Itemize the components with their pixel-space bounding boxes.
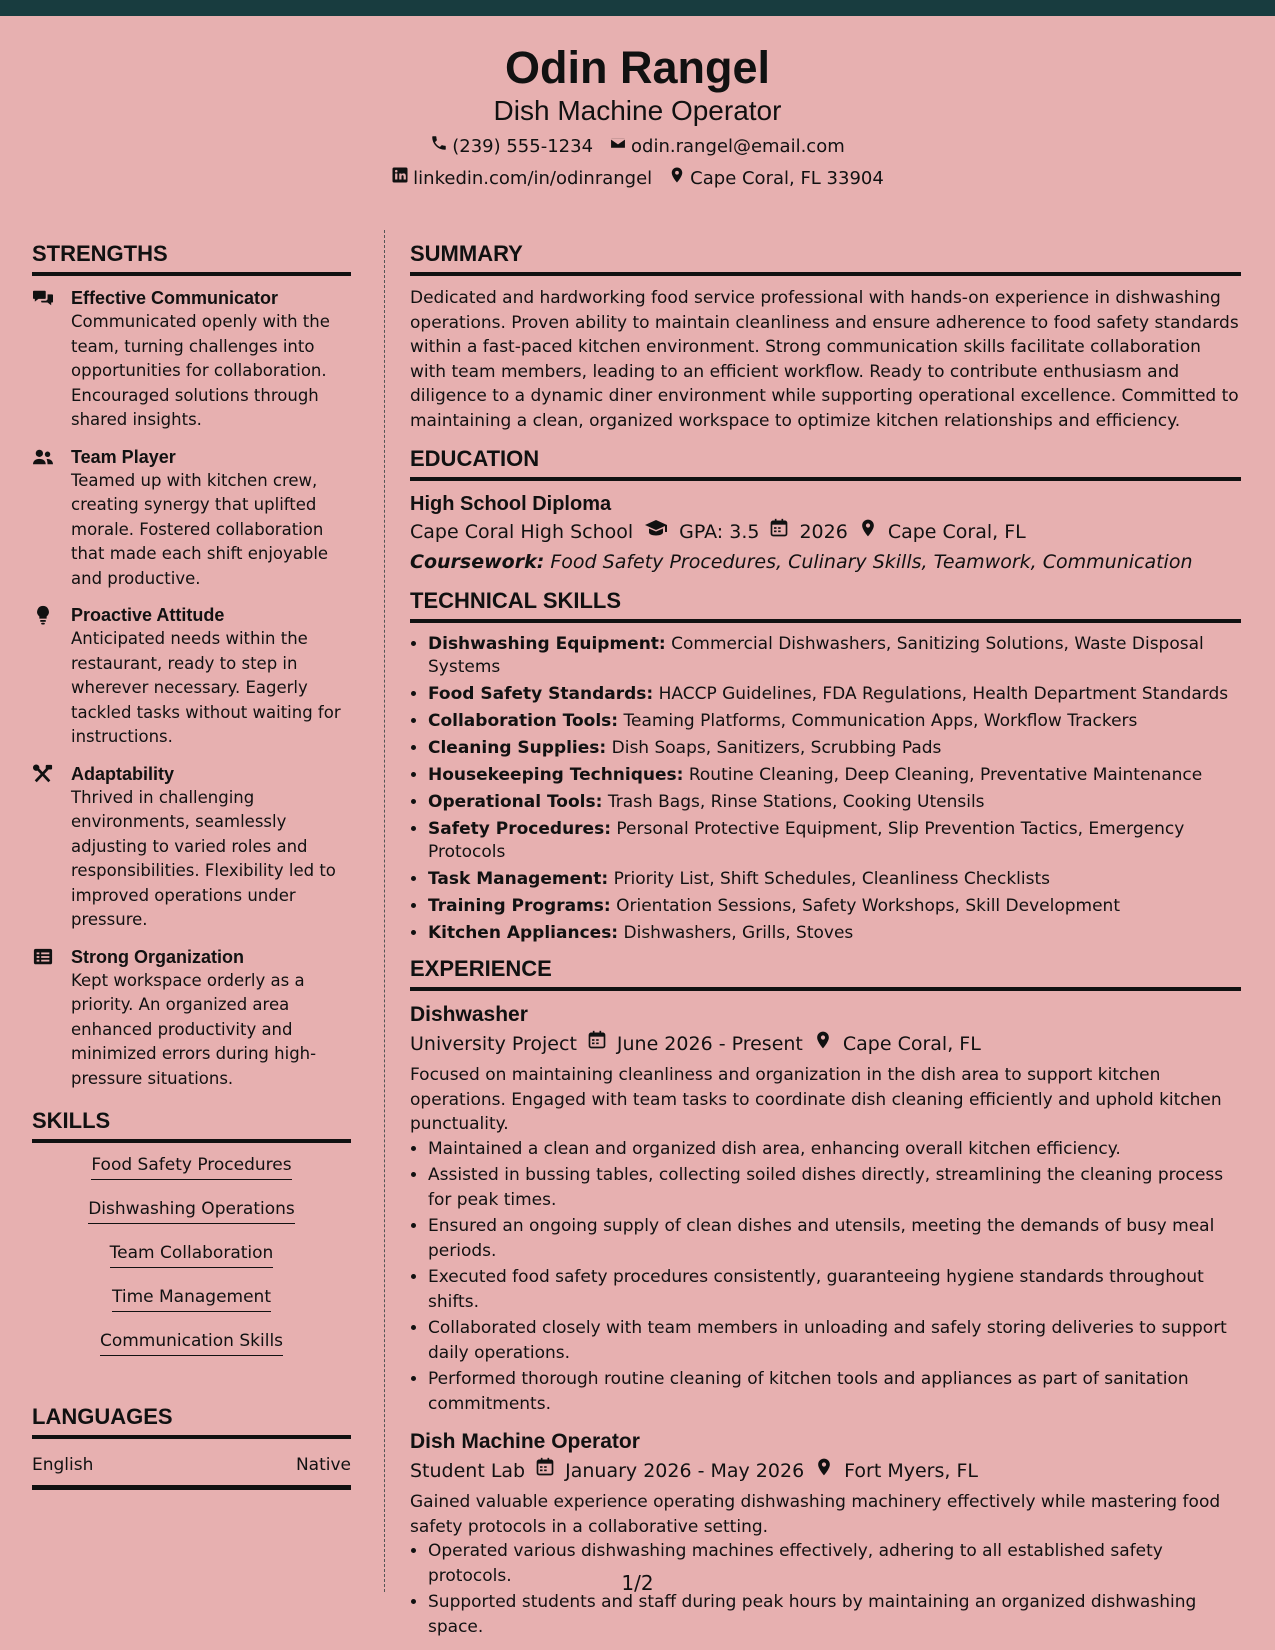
list-item: • Supported students and staff during peak hours by maintaining an organized dishwashing space. — [428, 1590, 1241, 1639]
list-item: • Operated various dishwashing machines effectively, adhering to all established safety protocols. — [428, 1539, 1241, 1588]
skill-tag: Dishwashing Operations — [88, 1197, 295, 1224]
languages-heading: LANGUAGES — [32, 1403, 351, 1439]
calendar-icon — [769, 517, 789, 547]
summary-heading: SUMMARY — [410, 240, 1241, 276]
coursework — [410, 547, 1241, 577]
skill-tag: Time Management — [112, 1285, 271, 1312]
location-contact — [668, 166, 884, 191]
strength-title: Proactive Attitude — [71, 605, 225, 625]
list-item — [428, 633, 1241, 679]
linkedin-text[interactable]: linkedin.com/in/odinrangel — [413, 167, 653, 189]
list-item: • Ensured an ongoing supply of clean dishes and utensils, meeting the demands of busy meal periods. — [428, 1214, 1241, 1263]
job-dates: June 2026 - Present — [616, 1033, 803, 1055]
strengths-heading: STRENGTHS — [32, 240, 351, 276]
tech-skill-value: Commercial Dishwashers, Sanitizing Solutions, Waste Disposal Systems — [428, 634, 1204, 677]
lightbulb-icon — [32, 605, 54, 625]
candidate-title: Dish Machine Operator — [493, 95, 782, 126]
comments-icon — [32, 288, 54, 308]
tech-skill-label: Operational Tools: — [428, 792, 603, 812]
strength-title: Adaptability — [71, 763, 175, 784]
list-item — [428, 791, 1241, 814]
tech-skill-value: Orientation Sessions, Safety Workshops, Skill Development — [616, 896, 1120, 916]
linkedin-icon — [391, 166, 409, 191]
strength-title: Strong Organization — [71, 946, 244, 967]
tech-skill-label: Food Safety Standards: — [428, 684, 654, 704]
skill-list — [32, 1153, 351, 1373]
list-item: • Assisted in bussing tables, collecting soiled dishes directly, streamlining the cleaning process for peak times. — [428, 1163, 1241, 1212]
strength-title: Team Player — [71, 446, 176, 467]
job-org: University Project — [410, 1033, 577, 1055]
education-meta — [410, 517, 1241, 547]
tech-skill-label: Cleaning Supplies: — [428, 738, 607, 758]
job-description: Focused on maintaining cleanliness and organization in the dish area to support kitchen operations. Engaged with team tasks to coordinate dish cleaning efficiently and uphold kitchen punctuality. — [410, 1065, 1222, 1134]
strength-desc: Thrived in challenging environments, seamlessly adjusting to varied roles and responsibilities. Flexibility led to improved operations under pressure. — [71, 787, 336, 929]
phone-icon — [430, 134, 448, 159]
email-text[interactable]: odin.rangel@email.com — [631, 135, 845, 157]
strength-item — [32, 945, 351, 1092]
job-title: Dishwasher — [410, 1003, 528, 1026]
coursework-text: Food Safety Procedures, Culinary Skills, Teamwork, Communication — [550, 551, 1193, 573]
list-item — [428, 737, 1241, 760]
education-year: 2026 — [799, 521, 848, 543]
coursework-label: Coursework: — [410, 551, 545, 573]
technical-skills-list — [410, 633, 1241, 945]
tech-skill-label: Training Programs: — [428, 896, 611, 916]
map-pin-icon — [813, 1029, 833, 1059]
map-pin-icon — [814, 1456, 834, 1486]
location-text: Cape Coral, FL 33904 — [690, 167, 884, 189]
resume-header — [0, 16, 1275, 204]
job-meta — [410, 1029, 1241, 1059]
strength-desc: Kept workspace orderly as a priority. An organized area enhanced productivity and minimized errors during high-pressure situations. — [71, 970, 317, 1088]
job-location: Cape Coral, FL — [842, 1033, 981, 1055]
strength-item — [32, 286, 351, 433]
list-item: • Maintained a clean and organized dish area, enhancing overall kitchen efficiency. — [428, 1137, 1241, 1162]
school-name: Cape Coral High School — [410, 521, 634, 543]
tech-skill-value: Personal Protective Equipment, Slip Prevention Tactics, Emergency Protocols — [428, 819, 1185, 862]
skills-heading: SKILLS — [32, 1107, 351, 1143]
experience-entry — [410, 1428, 1241, 1639]
contact-row-secondary — [0, 166, 1275, 191]
list-item — [428, 710, 1241, 733]
right-column — [410, 240, 1241, 1650]
list-item: • Performed thorough routine cleaning of kitchen tools and appliances as part of sanitation commitments. — [428, 1367, 1241, 1416]
tools-icon — [32, 764, 54, 784]
list-item — [428, 922, 1241, 945]
left-column — [32, 240, 351, 1490]
summary-text: Dedicated and hardworking food service professional with hands-on experience in dishwashing operations. Proven ability to maintain cleanliness and ensure adherence to food safety standards within a fast-paced kitchen environment. Strong communication skills facilitate collaboration with team members, leading to an efficient workflow. Ready to contribute enthusiasm and diligence to a dynamic diner environment while supporting operational excellence. Committed to maintaining a clean, organized workspace to optimize kitchen relationships and efficiency. — [410, 288, 1239, 431]
strength-item — [32, 603, 351, 750]
calendar-icon — [535, 1456, 555, 1486]
strength-title: Effective Communicator — [71, 288, 279, 308]
experience-entry — [410, 1001, 1241, 1416]
list-item: • Collaborated closely with team members in unloading and safely storing deliveries to support daily operations. — [428, 1316, 1241, 1365]
envelope-icon — [609, 134, 627, 159]
graduation-cap-icon — [643, 517, 669, 547]
skills-section — [32, 1107, 351, 1373]
strength-desc: Communicated openly with the team, turning challenges into opportunities for collaboration. Encouraged solutions through shared insights. — [71, 312, 330, 429]
phone-contact — [430, 134, 593, 159]
job-bullets — [410, 1137, 1241, 1417]
tech-skill-value: HACCP Guidelines, FDA Regulations, Health Department Standards — [658, 684, 1229, 704]
language-level: Native — [295, 1455, 351, 1475]
language-row — [32, 1449, 351, 1490]
tech-skill-value: Dishwashers, Grills, Stoves — [623, 923, 854, 943]
list-item — [428, 868, 1241, 891]
experience-heading: EXPERIENCE — [410, 955, 1241, 991]
map-pin-icon — [858, 517, 878, 547]
education-location: Cape Coral, FL — [887, 521, 1026, 543]
language-name: English — [32, 1455, 94, 1475]
tech-skill-label: Dishwashing Equipment: — [428, 634, 666, 654]
education-heading: EDUCATION — [410, 445, 1241, 481]
tech-skill-label: Collaboration Tools: — [428, 711, 619, 731]
list-icon — [32, 947, 54, 967]
strength-desc: Anticipated needs within the restaurant, ready to step in wherever necessary. Eagerly tackled tasks without waiting for instructions. — [71, 629, 341, 746]
skill-tag: Food Safety Procedures — [91, 1153, 291, 1180]
job-title: Dish Machine Operator — [410, 1430, 640, 1453]
candidate-name: Odin Rangel — [504, 42, 770, 93]
list-item — [428, 764, 1241, 787]
job-dates: January 2026 - May 2026 — [565, 1460, 805, 1482]
users-icon — [32, 447, 54, 467]
list-item — [428, 818, 1241, 864]
tech-skill-value: Trash Bags, Rinse Stations, Cooking Utensils — [607, 792, 985, 812]
strength-desc: Teamed up with kitchen crew, creating synergy that uplifted morale. Fostered collaboration that made each shift enjoyable and productive. — [71, 470, 329, 588]
map-pin-icon — [668, 166, 686, 191]
skill-tag: Communication Skills — [100, 1329, 283, 1356]
tech-skill-value: Dish Soaps, Sanitizers, Scrubbing Pads — [611, 738, 942, 758]
phone-text: (239) 555-1234 — [452, 135, 594, 157]
job-description: Gained valuable experience operating dishwashing machinery effectively while mastering food safety protocols in a collaborative setting. — [410, 1492, 1221, 1537]
linkedin-contact[interactable] — [391, 166, 652, 191]
tech-skill-label: Safety Procedures: — [428, 819, 611, 839]
list-item — [428, 895, 1241, 918]
page-number: 1/2 — [621, 1571, 654, 1595]
job-location: Fort Myers, FL — [844, 1460, 978, 1482]
email-contact[interactable] — [609, 134, 845, 159]
technical-skills-heading: TECHNICAL SKILLS — [410, 587, 1241, 623]
tech-skill-label: Task Management: — [428, 869, 609, 889]
tech-skill-value: Routine Cleaning, Deep Cleaning, Preventative Maintenance — [688, 765, 1203, 785]
calendar-icon — [587, 1029, 607, 1059]
column-divider — [384, 230, 385, 1592]
tech-skill-label: Housekeeping Techniques: — [428, 765, 684, 785]
job-meta — [410, 1456, 1241, 1486]
skill-tag: Team Collaboration — [110, 1241, 274, 1268]
top-bar — [0, 0, 1275, 16]
contact-row-primary — [0, 134, 1275, 159]
tech-skill-label: Kitchen Appliances: — [428, 923, 619, 943]
strength-item — [32, 445, 351, 592]
education-degree: High School Diploma — [410, 493, 612, 515]
job-org: Student Lab — [410, 1460, 526, 1482]
strength-item — [32, 762, 351, 933]
languages-section — [32, 1403, 351, 1490]
list-item: • Executed food safety procedures consistently, guaranteeing hygiene standards throughout shifts. — [428, 1265, 1241, 1314]
tech-skill-value: Priority List, Shift Schedules, Cleanliness Checklists — [613, 869, 1050, 889]
tech-skill-value: Teaming Platforms, Communication Apps, Workflow Trackers — [623, 711, 1138, 731]
gpa-text: GPA: 3.5 — [679, 521, 760, 543]
list-item — [428, 683, 1241, 706]
